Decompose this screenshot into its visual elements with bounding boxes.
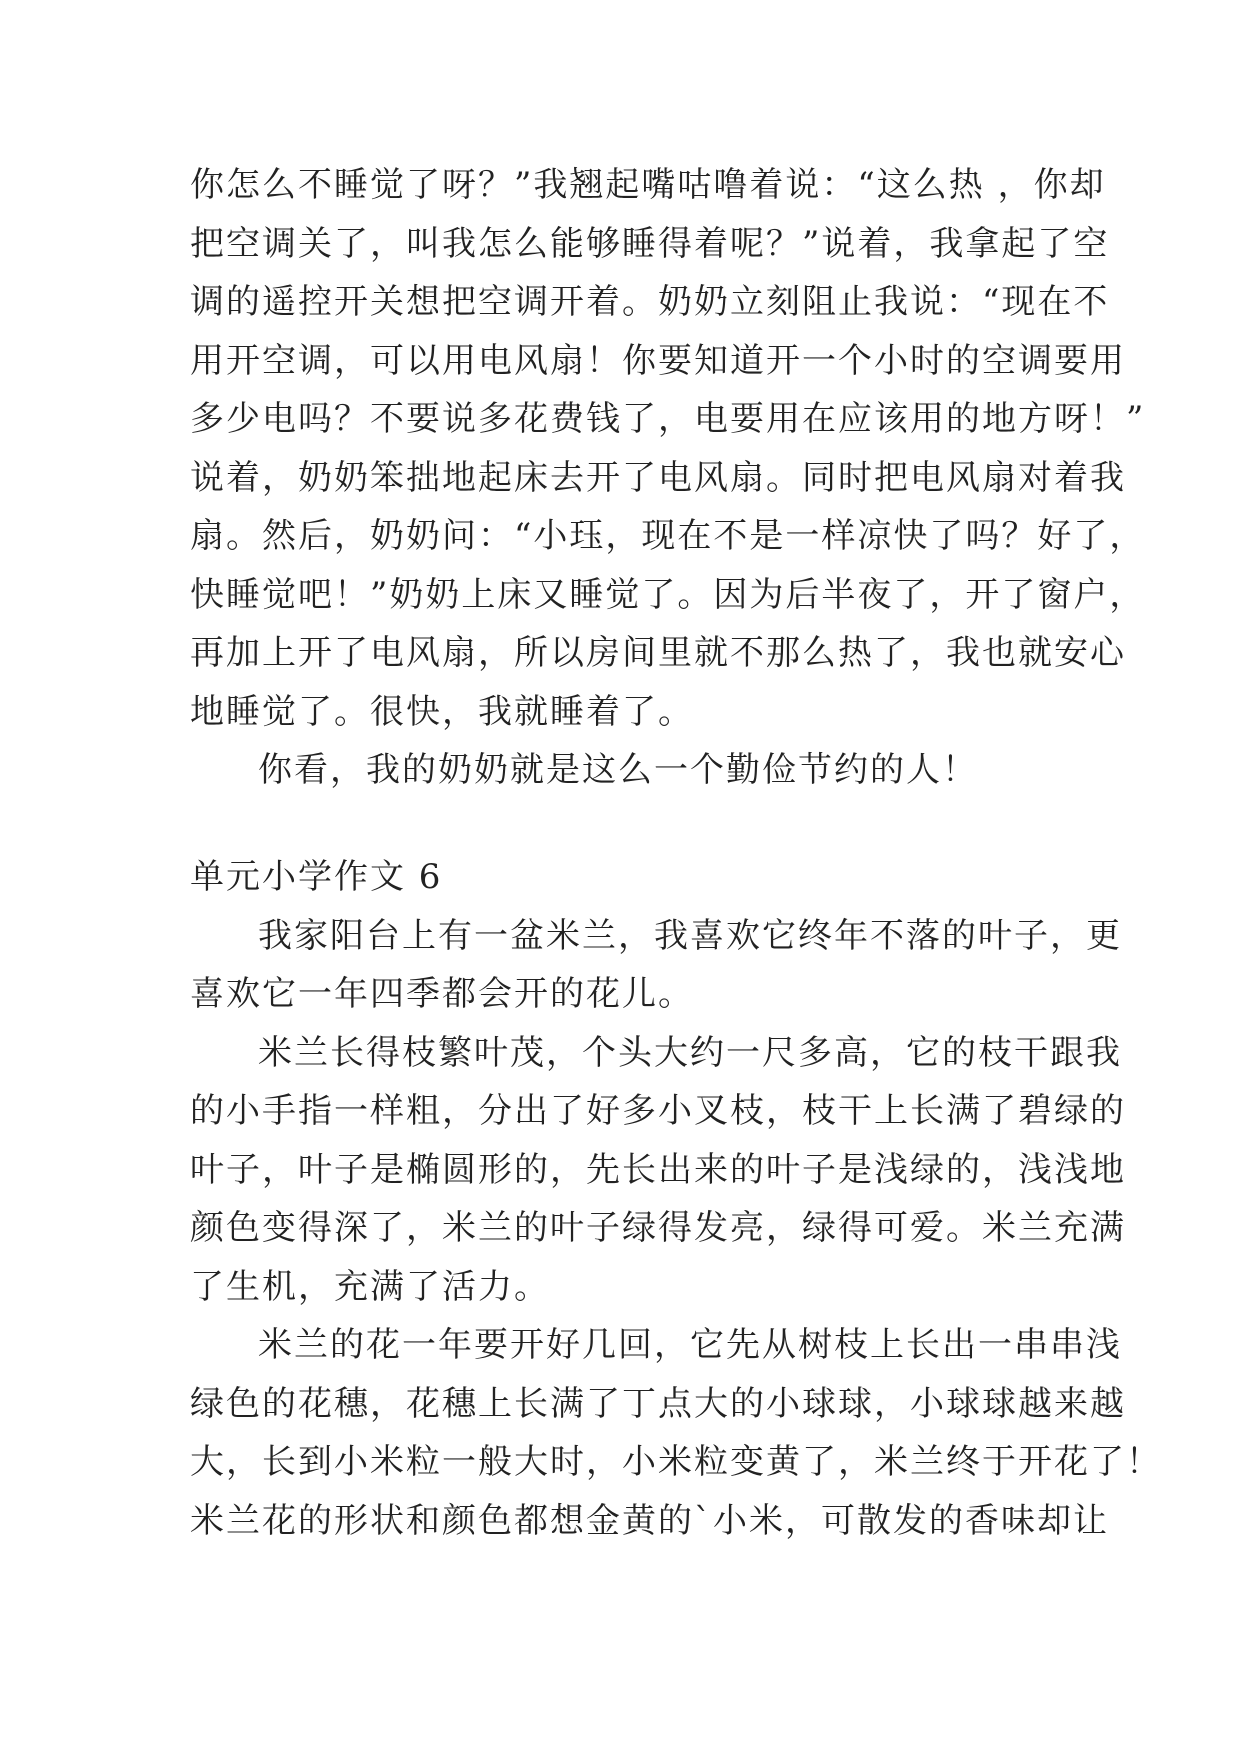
paragraph-line: 米兰花的形状和颜色都想金黄的`小米，可散发的香味却让 <box>190 1500 1109 1541</box>
paragraph-line: 扇。然后，奶奶问：“小珏，现在不是一样凉快了吗？好了， <box>190 516 1146 556</box>
paragraph-line: 叶子，叶子是椭圆形的，先长出来的叶子是浅绿的，浅浅地 <box>190 1149 1126 1190</box>
paragraph-line: 快睡觉吧！”奶奶上床又睡觉了。因为后半夜了，开了窗户， <box>190 574 1146 615</box>
essay-section-grandma <box>190 156 1146 800</box>
paragraph-line: 调的遥控开关想把空调开着。奶奶立刻阻止我说：“现在不 <box>190 282 1110 322</box>
paragraph-line: 再加上开了电风扇，所以房间里就不那么热了，我也就安心 <box>190 633 1126 673</box>
paragraph-line: 把空调关了，叫我怎么能够睡得着呢？”说着，我拿起了空 <box>190 223 1110 264</box>
paragraph-line: 用开空调，可以用电风扇！你要知道开一个小时的空调要用 <box>190 340 1126 381</box>
paragraph-line: 米兰长得枝繁叶茂，个头大约一尺多高，它的枝干跟我 <box>258 1032 1122 1073</box>
paragraph-line: 大，长到小米粒一般大时，小米粒变黄了，米兰终于开花了！ <box>190 1442 1162 1482</box>
paragraph-line: 颜色变得深了，米兰的叶子绿得发亮，绿得可爱。米兰充满 <box>190 1208 1126 1248</box>
closing-line: 你看，我的奶奶就是这么一个勤俭节约的人！ <box>258 750 978 790</box>
essay-heading: 单元小学作文 6 <box>190 857 443 897</box>
paragraph-line: 说着，奶奶笨拙地起床去开了电风扇。同时把电风扇对着我 <box>190 457 1126 498</box>
paragraph-line: 你怎么不睡觉了呀？”我翘起嘴咕噜着说：“这么热 ，你却 <box>190 165 1106 205</box>
paragraph-line: 的小手指一样粗，分出了好多小叉枝，枝干上长满了碧绿的 <box>190 1091 1126 1131</box>
paragraph-line: 喜欢它一年四季都会开的花儿。 <box>190 974 694 1014</box>
paragraph-line: 绿色的花穗，花穗上长满了丁点大的小球球，小球球越来越 <box>190 1383 1126 1424</box>
paragraph-line: 多少电吗？不要说多花费钱了，电要用在应该用的地方呀！” <box>190 399 1146 439</box>
essay-section-milan <box>190 848 1162 1550</box>
paragraph-line: 地睡觉了。很快，我就睡着了。 <box>190 691 694 732</box>
paragraph-line: 了生机，充满了活力。 <box>190 1266 550 1307</box>
paragraph-line: 米兰的花一年要开好几回，它先从树枝上长出一串串浅 <box>258 1325 1122 1365</box>
paragraph-line: 我家阳台上有一盆米兰，我喜欢它终年不落的叶子，更 <box>258 915 1122 956</box>
